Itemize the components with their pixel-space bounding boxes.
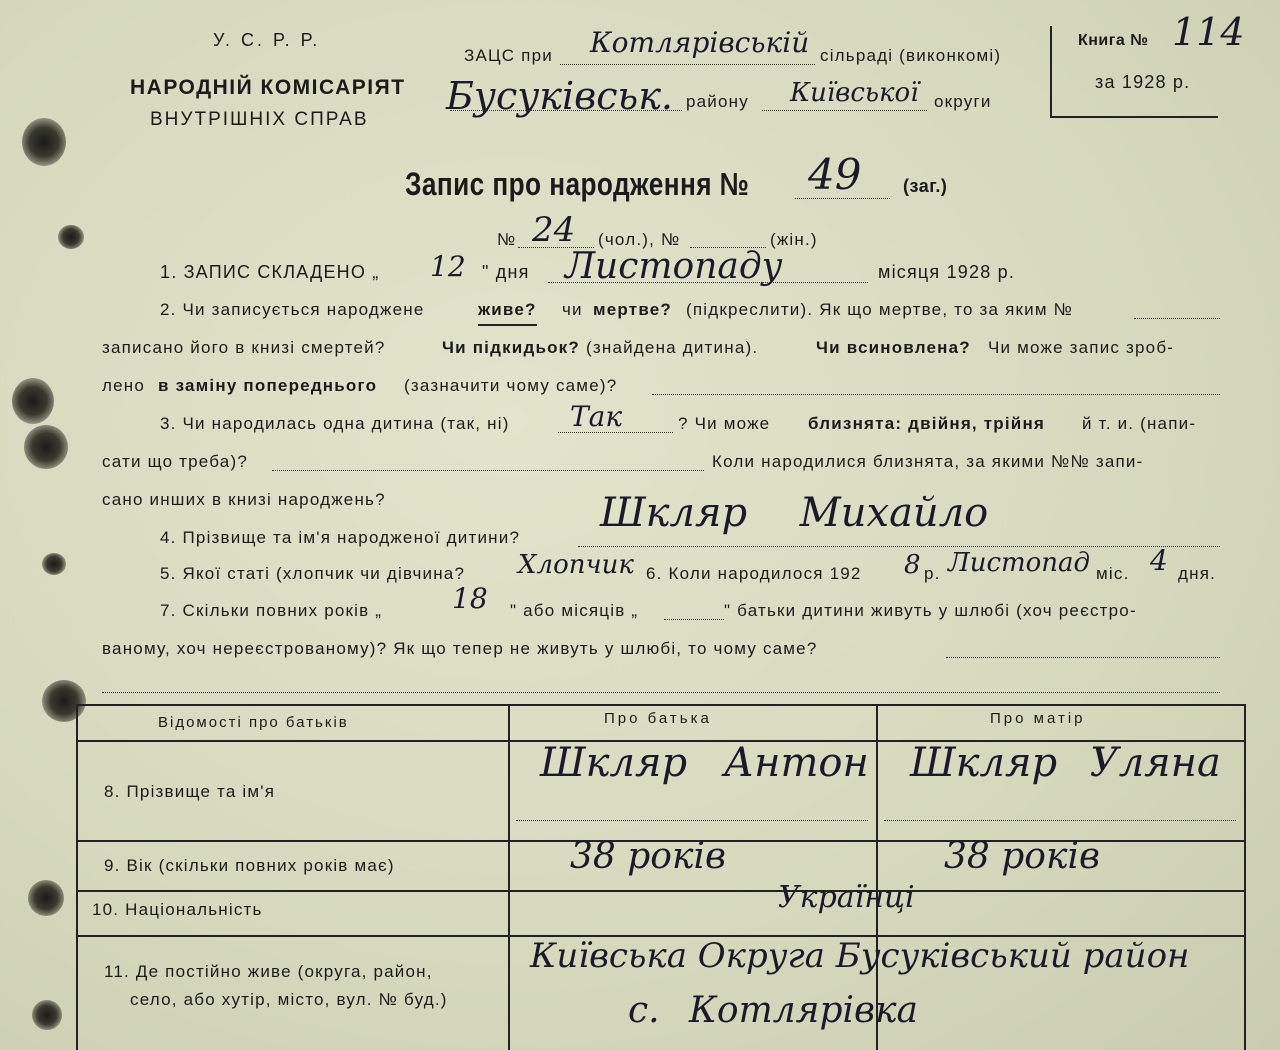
father-age-handwritten: 38 років: [570, 836, 726, 877]
q5-sex-handwritten: Хлопчик: [518, 550, 634, 580]
q7-line3-dotline: [102, 692, 1220, 693]
q3-text-mid: ? Чи може: [678, 414, 771, 433]
punch-hole: [32, 1000, 62, 1030]
punch-hole: [28, 880, 64, 916]
table-col-divider: [508, 704, 510, 1050]
punch-hole: [12, 378, 54, 424]
table-left-border: [76, 704, 78, 1050]
okrug-handwritten: Київської: [790, 78, 919, 108]
residence-line2-handwritten: с. Котлярівка: [628, 990, 918, 1031]
q6-day-handwritten: 4: [1150, 544, 1168, 577]
row-name-label: 8. Прізвище та ім'я: [104, 782, 276, 801]
q2-foundling-note: (знайдена дитина).: [586, 338, 759, 357]
q3-line3-text: сано инших в книзі народжень?: [102, 490, 386, 509]
book-label: Книга №: [1078, 32, 1149, 49]
q7-text-rest: " батьки дитини живуть у шлюбі (хоч реєстро-: [724, 601, 1137, 620]
q1-month-label: місяця 1928 р.: [878, 262, 1016, 282]
zags-label: ЗАЦС при: [464, 46, 553, 65]
zags-council-handwritten: Котлярівській: [590, 26, 810, 59]
q5-text: 5. Якої статі (хлопчик чи дівчина?: [160, 564, 466, 583]
table-row-border: [76, 890, 1246, 892]
district-dotline: [450, 110, 682, 111]
record-title: Запис про народження №: [405, 166, 750, 202]
row-residence-label-2: село, або хутір, місто, вул. № буд.): [130, 990, 448, 1009]
q2-dotline: [1134, 318, 1220, 319]
q2-adopted: Чи всиновлена?: [816, 338, 971, 357]
zags-dotline: [560, 64, 815, 65]
q1-text: 1. ЗАПИС СКЛАДЕНО „: [160, 262, 380, 282]
punch-hole: [42, 680, 86, 722]
q3-twins: близнята: двійня, трійня: [808, 414, 1046, 433]
q4-text: 4. Прізвище та ім'я народженої дитини?: [160, 528, 521, 547]
q2-replacement-note: (зазначити чому саме)?: [404, 376, 618, 395]
table-top-border: [76, 704, 1246, 706]
father-name-handwritten: Шкляр Антон: [540, 740, 869, 786]
row-nationality-label: 10. Національність: [92, 900, 263, 919]
book-box-border: [1050, 116, 1218, 118]
q3-handwritten: Так: [570, 400, 623, 433]
q7-text: 7. Скільки повних років „: [160, 601, 383, 620]
q3-line2-dotline: [272, 470, 704, 471]
residence-line1-handwritten: Київська Округа Бусуківський район: [530, 936, 1190, 976]
q2-foundling: Чи підкидьок?: [442, 338, 580, 357]
internal-affairs-label: ВНУТРІШНІХ СПРАВ: [150, 109, 369, 130]
punch-hole: [42, 553, 66, 575]
mother-name-handwritten: Шкляр Уляна: [910, 740, 1221, 786]
q6-text: 6. Коли народилося 192: [646, 564, 862, 583]
table-right-border: [1244, 704, 1246, 1050]
q7-years-handwritten: 18: [452, 582, 488, 615]
commissariat-label: НАРОДНІЙ КОМІСАРІЯТ: [130, 76, 406, 99]
q7-months-dotline: [664, 619, 724, 620]
q4-child-name-handwritten: Шкляр Михайло: [600, 490, 989, 536]
q6-year-suffix: р.: [924, 564, 941, 583]
q2-text: 2. Чи записується народжене: [160, 300, 425, 319]
q1-month-handwritten: Листопаду: [565, 246, 783, 287]
q3-line2-rest: Коли народилися близнята, за якими №№ запи-: [712, 452, 1144, 471]
row-age-label: 9. Вік (скільки повних років має): [104, 856, 395, 875]
table-header-parents-info: Відомості про батьків: [158, 714, 349, 731]
district-label: району: [686, 92, 749, 111]
council-label: сільраді (виконкомі): [820, 46, 1002, 65]
q2-line3-text: лено: [102, 376, 146, 395]
q4-dotline: [578, 546, 1220, 547]
q2-line3-dotline: [652, 394, 1220, 395]
q6-month-handwritten: Листопад: [948, 548, 1091, 578]
punch-hole: [22, 118, 66, 166]
q2-dead: мертве?: [593, 300, 672, 319]
q1-day-label: " дня: [482, 262, 530, 282]
q2-replacement: в заміну попереднього: [158, 376, 378, 395]
ussr-label: У. С. Р. Р.: [213, 30, 321, 50]
q7-line2-text: ваному, хоч нереєстрованому)? Як що тепер не живуть у шлюбі, то чому саме?: [102, 639, 818, 658]
district-handwritten: Бусуківськ.: [446, 74, 673, 118]
female-label: (жін.): [770, 230, 818, 249]
q7-line2-dotline: [946, 657, 1220, 658]
q1-day-handwritten: 12: [430, 250, 466, 283]
q6-day-label: дня.: [1178, 564, 1217, 583]
nationality-handwritten: Українці: [778, 880, 915, 915]
q2-cont-text: записано його в книзі смертей?: [102, 338, 386, 357]
q6-month-label: міс.: [1096, 564, 1130, 583]
record-number-handwritten: 49: [808, 150, 862, 199]
q2-alive: живе?: [478, 300, 537, 326]
q3-text-rest: й т. и. (напи-: [1082, 414, 1197, 433]
row-residence-label-1: 11. Де постійно живе (округа, район,: [104, 962, 433, 981]
q6-year-handwritten: 8: [904, 550, 921, 580]
male-number-handwritten: 24: [532, 210, 576, 250]
subnum-prefix: №: [497, 230, 517, 249]
father-name-dotline: [516, 820, 868, 821]
mother-age-handwritten: 38 років: [944, 836, 1100, 877]
record-suffix: (заг.): [903, 176, 948, 196]
q2-text-rest: (підкреслити). Як що мертве, то за яким №: [686, 300, 1074, 319]
q7-months-label: " або місяців „: [510, 601, 639, 620]
q2-cont-rest: Чи може запис зроб-: [988, 338, 1175, 357]
book-year: за 1928 р.: [1095, 72, 1191, 92]
q3-text: 3. Чи народилась одна дитина (так, ні): [160, 414, 510, 433]
table-header-father: Про батька: [604, 710, 712, 727]
okrug-label: округи: [934, 92, 992, 111]
punch-hole: [24, 425, 68, 469]
book-box-border: [1050, 26, 1052, 118]
q2-or: чи: [562, 300, 583, 319]
book-number-handwritten: 114: [1172, 10, 1245, 54]
table-header-mother: Про матір: [990, 710, 1086, 727]
okrug-dotline: [762, 110, 927, 111]
male-label: (чол.), №: [598, 230, 681, 249]
q3-line2-text: сати що треба)?: [102, 452, 248, 471]
punch-hole: [58, 225, 84, 249]
mother-name-dotline: [884, 820, 1236, 821]
